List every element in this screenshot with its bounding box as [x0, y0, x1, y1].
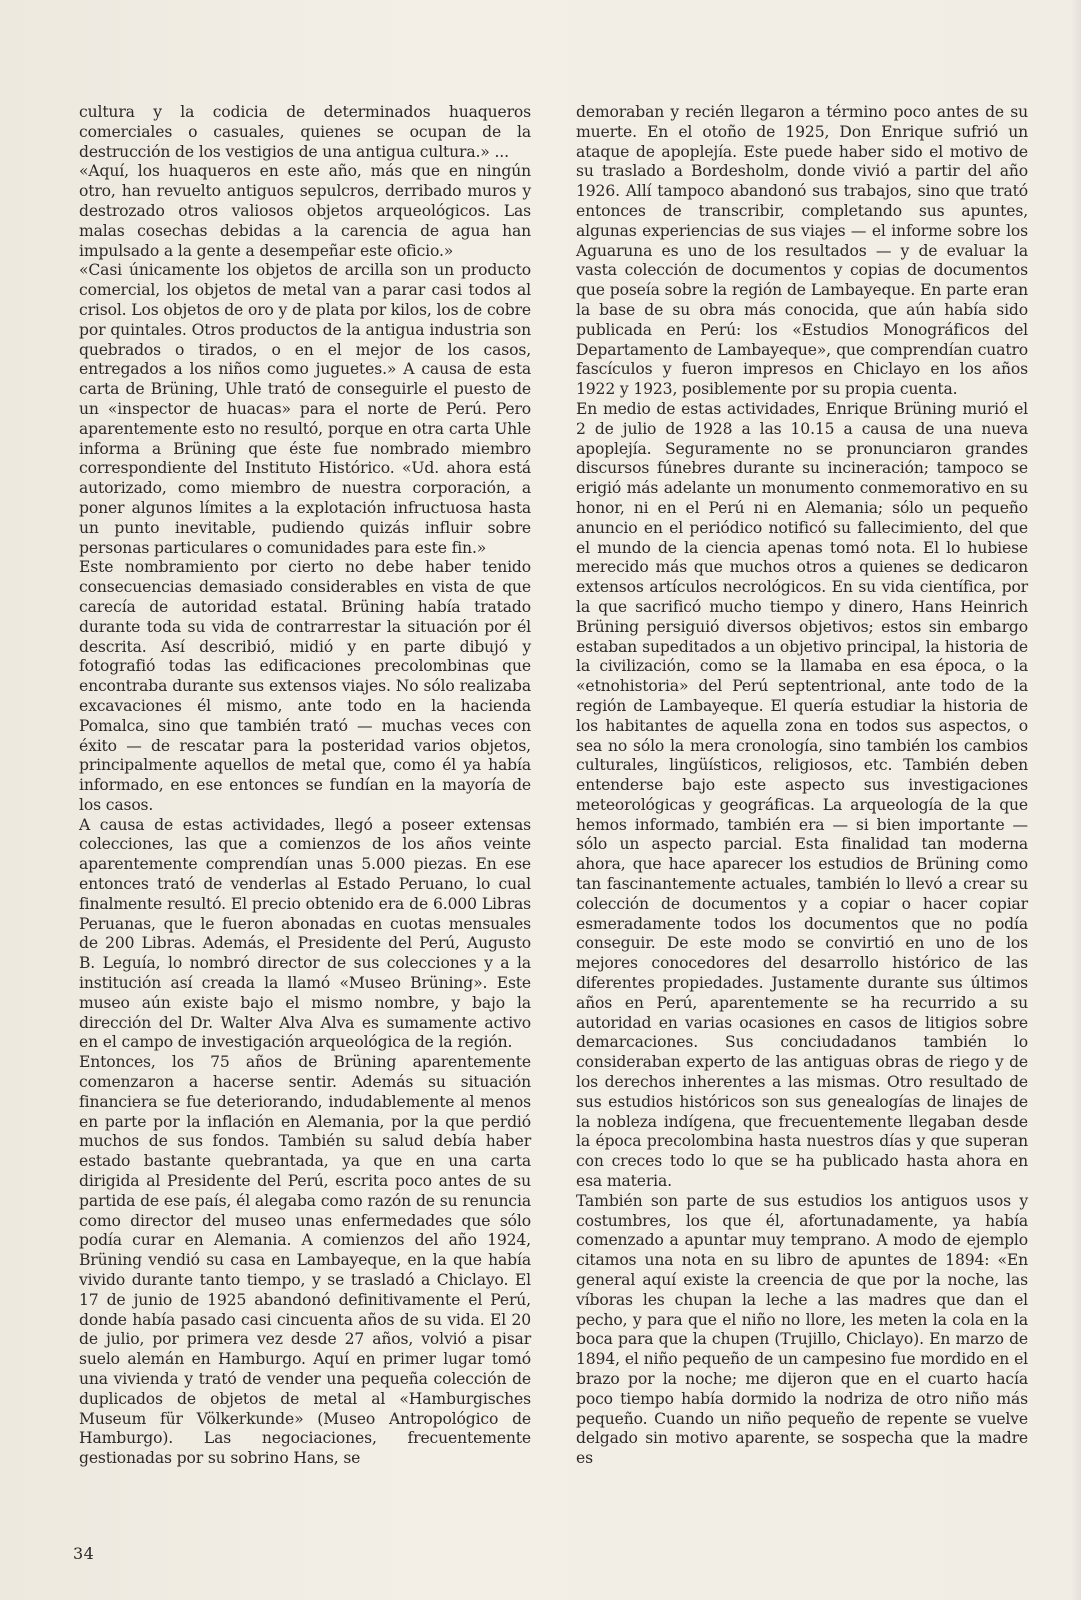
paragraph-right-1: demoraban y recién llegaron a término poco antes de su muerte. En el otoño de 1925, Don Enrique sufrió un ataque de apoplejía. Este puede haber sido el motivo de su traslado a Bordesholm, donde vivió a partir del año 1926. Allí tampoco abandonó sus trabajos, sino que trató entonces de transcribir, completando sus apuntes, algunas experiencias de sus viajes — el informe sobre los Aguaruna es uno de los resultados — y de evaluar la vasta colección de documentos y copias de documentos que poseía sobre la región de Lambayeque. En parte eran la base de su obra más conocida, que aún había sido publicada en Perú: los «Estudios Monográficos del Departamento de Lambayeque», que comprendían cuatro fascículos y fueron impresos en Chiclayo en los años 1922 y 1923, posiblemente por su propia cuenta.: [576, 103, 1028, 399]
paragraph-left-2: «Aquí, los huaqueros en este año, más que en ningún otro, han revuelto antiguos sepulcros, derribado muros y destrozado otros valiosos objetos arqueológicos. Las malas cosechas debidas a la carencia de agua han impulsado a la gente a desempeñar este oficio.»: [79, 162, 531, 260]
right-column: [576, 103, 1028, 1469]
paragraph-right-2: En medio de estas actividades, Enrique Brüning murió el 2 de julio de 1928 a las 10.15 a causa de una nueva apoplejía. Seguramente no se pronunciaron grandes discursos fúnebres durante su incineración; tampoco se erigió más adelante un monumento conmemorativo en su honor, ni en el Perú ni en Alemania; sólo un pequeño anuncio en el periódico notificó su fallecimiento, del que el mundo de la ciencia apenas tomó nota. El lo hubiese merecido más que muchos otros a quienes se dedicaron extensos artículos necrológicos. En su vida científica, por la que sacrificó mucho tiempo y dinero, Hans Heinrich Brüning persiguió diversos objetivos; estos sin embargo estaban supeditados a un objetivo principal, la historia de la civilización, como se la llamaba en esa época, o la «etnohistoria» del Perú septentrional, ante todo de la región de Lambayeque. El quería estudiar la historia de los habitantes de aquella zona en todos sus aspectos, o sea no sólo la mera cronología, sino también los cambios culturales, lingüísticos, religiosos, etc. También deben entenderse bajo este aspecto sus investigaciones meteorológicas y geográficas. La arqueología de la que hemos informado, también era — si bien importante — sólo un aspecto parcial. Esta finalidad tan moderna ahora, que hace aparecer los estudios de Brüning como tan fascinantemente actuales, también lo llevó a crear su colección de documentos y a copiar o hacer copiar esmeradamente todos los documentos que no podía conseguir. De este modo se convirtió en uno de los mejores conocedores del desarrollo histórico de las diferentes propiedades. Justamente durante sus últimos años en Perú, aparentemente se ha recurrido a su autoridad en varias ocasiones en casos de litigios sobre demarcaciones. Sus conciudadanos también lo consideraban experto de las antiguas obras de riego y de los derechos inherentes a las mismas. Otro resultado de sus estudios históricos son sus genealogías de linajes de la nobleza indígena, que frecuentemente llegaban desde la época precolombina hasta nuestros días y que superan con creces todo lo que se ha publicado hasta ahora en esa materia.: [576, 399, 1028, 1191]
left-column: [79, 103, 531, 1469]
paragraph-right-3: También son parte de sus estudios los antiguos usos y costumbres, los que él, afortunadamente, ya había comenzado a apuntar muy temprano. A modo de ejemplo citamos una nota en su libro de apuntes de 1894: «En general aquí existe la creencia de que por la noche, las víboras les chupan la leche a las madres que dan el pecho, y para que el niño no llore, les meten la cola en la boca para que la chupen (Trujillo, Chiclayo). En marzo de 1894, el niño pequeño de un campesino fue mordido en el brazo por la noche; me dijeron que en el cuarto hacía poco tiempo había dormido la nodriza de otro niño más pequeño. Cuando un niño pequeño de repente se vuelve delgado sin motivo aparente, se sospecha que la madre es: [576, 1191, 1028, 1468]
paragraph-left-3: «Casi únicamente los objetos de arcilla son un producto comercial, los objetos de metal van a parar casi todos al crisol. Los objetos de oro y de plata por kilos, los de cobre por quintales. Otros productos de la antigua industria son quebrados o tirados, o en el mejor de los casos, entregados a los niños como juguetes.» A causa de esta carta de Brüning, Uhle trató de conseguirle el puesto de un «inspector de huacas» para el norte de Perú. Pero aparentemente esto no resultó, porque en otra carta Uhle informa a Brüning que éste fue nombrado miembro correspondiente del Instituto Histórico. «Ud. ahora está autorizado, como miembro de nuestra corporación, a poner algunos límites a la explotación infructuosa hasta un punto inevitable, pudiendo quizás influir sobre personas particulares o comunidades para este fin.»: [79, 261, 531, 557]
page-number: 34: [73, 1544, 95, 1563]
paragraph-left-5: A causa de estas actividades, llegó a poseer extensas colecciones, las que a comienzos de los años veinte aparentemente comprendían unas 5.000 piezas. En ese entonces trató de venderlas al Estado Peruano, lo cual finalmente resultó. El precio obtenido era de 6.000 Libras Peruanas, que le fueron abonadas en cuotas mensuales de 200 Libras. Además, el Presidente del Perú, Augusto B. Leguía, lo nombró director de sus colecciones y a la institución así creada la llamó «Museo Brüning». Este museo aún existe bajo el mismo nombre, y bajo la dirección del Dr. Walter Alva Alva es sumamente activo en el campo de investigación arqueológica de la región.: [79, 815, 531, 1052]
paragraph-left-1: cultura y la codicia de determinados huaqueros comerciales o casuales, quienes se ocupan de la destrucción de los vestigios de una antigua cultura.» ...: [79, 103, 531, 161]
page-edge-shadow: [1071, 0, 1081, 1600]
paragraph-left-6: Entonces, los 75 años de Brüning aparentemente comenzaron a hacerse sentir. Además su situación financiera se fue deteriorando, indudablemente al menos en parte por la inflación en Alemania, por la que perdió muchos de sus fondos. También su salud debía haber estado bastante quebrantada, ya que en una carta dirigida al Presidente del Perú, escrita poco antes de su partida de ese país, él alegaba como razón de su renuncia como director del museo unas enfermedades que sólo podía curar en Alemania. A comienzos del año 1924, Brüning vendió su casa en Lambayeque, en la que había vivido durante tanto tiempo, y se trasladó a Chiclayo. El 17 de junio de 1925 abandonó definitivamente el Perú, donde había pasado casi cincuenta años de su vida. El 20 de julio, por primera vez desde 27 años, volvió a pisar suelo alemán en Hamburgo. Aquí en primer lugar tomó una vivienda y trató de vender una pequeña colección de duplicados de objetos de metal al «Hamburgisches Museum für Völkerkunde» (Museo Antropológico de Hamburgo). Las negociaciones, frecuentemente gestionadas por su sobrino Hans, se: [79, 1053, 531, 1468]
paragraph-left-4: Este nombramiento por cierto no debe haber tenido consecuencias demasiado considerables en vista de que carecía de autoridad estatal. Brüning había tratado durante toda su vida de contrarrestar la situación por él descrita. Así describió, midió y en parte dibujó y fotografió todas las edificaciones precolombinas que encontraba durante sus extensos viajes. No sólo realizaba excavaciones él mismo, ante todo en la hacienda Pomalca, sino que también trató — muchas veces con éxito — de rescatar para la posteridad varios objetos, principalmente aquellos de metal que, como él ya había informado, en ese entonces se fundían en la mayoría de los casos.: [79, 558, 531, 814]
